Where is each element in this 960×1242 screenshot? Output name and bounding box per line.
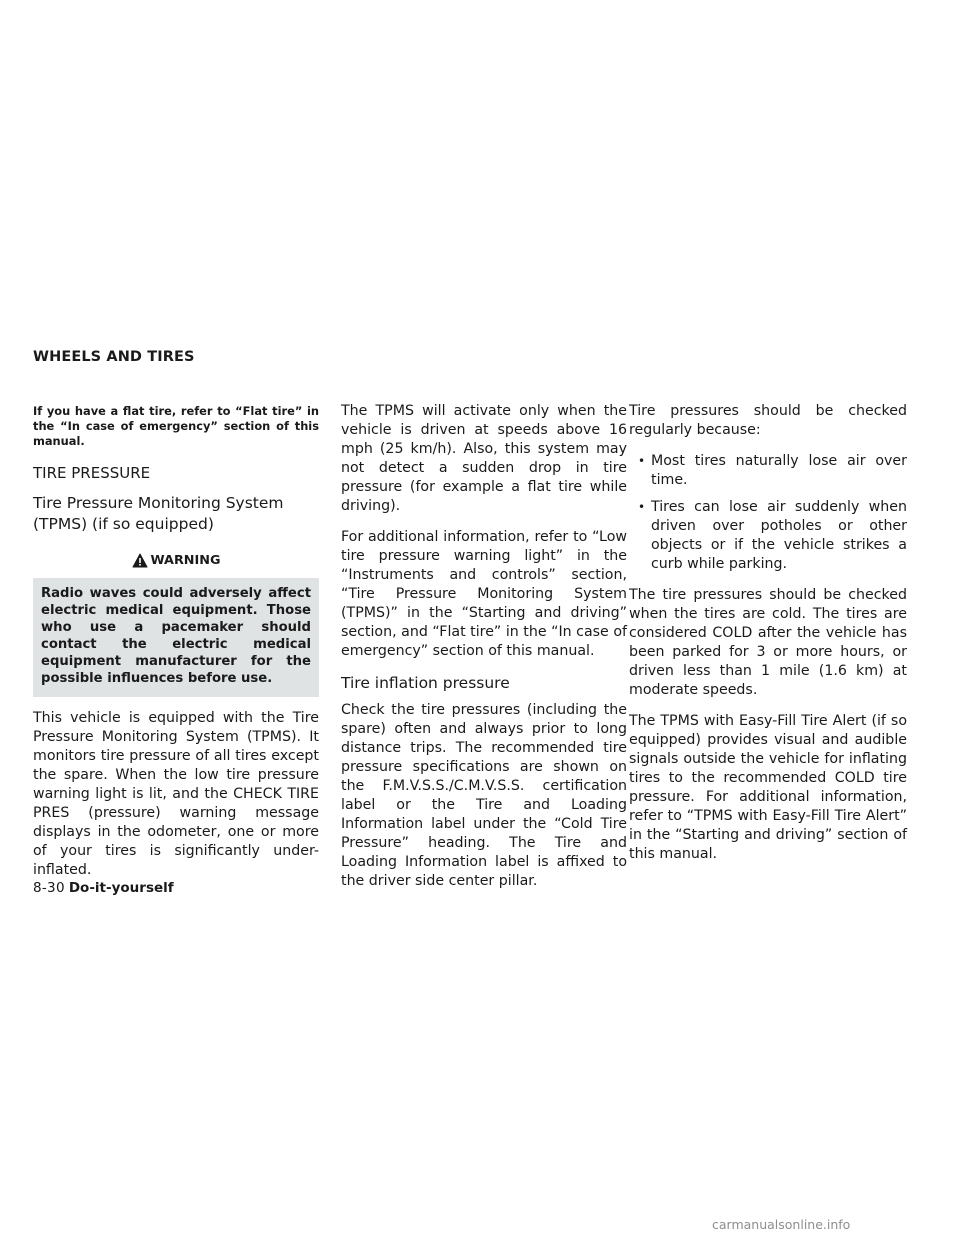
additional-info-paragraph: For additional information, refer to “Low tire pressure warning light” in the “Instruments and controls” section, “Tire Pressure Monitoring System (TPMS)” in the “Starting and driving” section, and “Flat tire” in the “In case of emergency” section of this manual. (341, 529, 627, 659)
list-item: • Most tires naturally lose air over time. (638, 453, 907, 488)
check-regularly-intro: Tire pressures should be checked regularly because: (629, 403, 907, 438)
bullet-icon: • (638, 500, 646, 514)
warning-box (33, 549, 319, 697)
tire-inflation-paragraph: Check the tire pressures (including the spare) often and always prior to long distance trips. The recommended tire pressure specifications are shown on the F.M.V.S.S./C.M.V.S.S. certification label or the Tire and Loading Information label under the “Cold Tire Pressure” heading. The Tire and Loading Information label is affixed to the driver side center pillar. (341, 702, 627, 889)
tpms-heading: Tire Pressure Monitoring System (TPMS) (if so equipped) (33, 494, 284, 533)
chapter-name: Do-it-yourself (68, 880, 174, 896)
column-3 (629, 402, 907, 876)
warning-text: Radio waves could adversely affect electric medical equipment. Those who use a pacemaker should contact the electric medical equipment manufacturer for the possible influences before use. (41, 586, 311, 686)
column-2 (341, 402, 627, 903)
page-number: 8-30 (33, 880, 65, 896)
tire-inflation-heading: Tire inflation pressure (341, 674, 510, 692)
tire-pressure-heading: TIRE PRESSURE (33, 464, 151, 482)
column-1 (33, 402, 319, 892)
section-header: WHEELS AND TIRES (33, 349, 195, 365)
warning-triangle-icon (132, 553, 148, 568)
tpms-activation-paragraph: The TPMS will activate only when the vehicle is driven at speeds above 16 mph (25 km/h). Also, this system may not detect a sudden drop in tire pressure (for example a flat tire while driving). (341, 403, 627, 514)
page-footer (33, 880, 174, 896)
bullet-icon: • (638, 454, 646, 468)
tpms-description: This vehicle is equipped with the Tire Pressure Monitoring System (TPMS). It monitors tire pressure of all tires except the spare. When the low tire pressure warning light is lit, and the CHECK TIRE PRES (pressure) warning message displays in the odometer, one or more of your tires is significantly under-inflated. (33, 710, 319, 878)
list-item: • Tires can lose air suddenly when driven over potholes or other objects or if the vehicle strikes a curb while parking. (638, 499, 907, 572)
flat-tire-reference: If you have a flat tire, refer to “Flat tire” in the “In case of emergency” section of this manual. (33, 404, 319, 448)
warning-title: WARNING (150, 553, 221, 568)
warning-title-bar (33, 549, 319, 578)
reasons-list (629, 452, 907, 574)
watermark: carmanualsonline.info (712, 1217, 851, 1232)
easy-fill-paragraph: The TPMS with Easy-Fill Tire Alert (if so equipped) provides visual and audible signals outside the vehicle for inflating tires to the recommended COLD tire pressure. For additional information, refer to “TPMS with Easy-Fill Tire Alert” in the “Starting and driving” section of this manual. (629, 713, 907, 862)
cold-tires-paragraph: The tire pressures should be checked when the tires are cold. The tires are considered COLD after the vehicle has been parked for 3 or more hours, or driven less than 1 mile (1.6 km) at moderate speeds. (629, 587, 907, 698)
